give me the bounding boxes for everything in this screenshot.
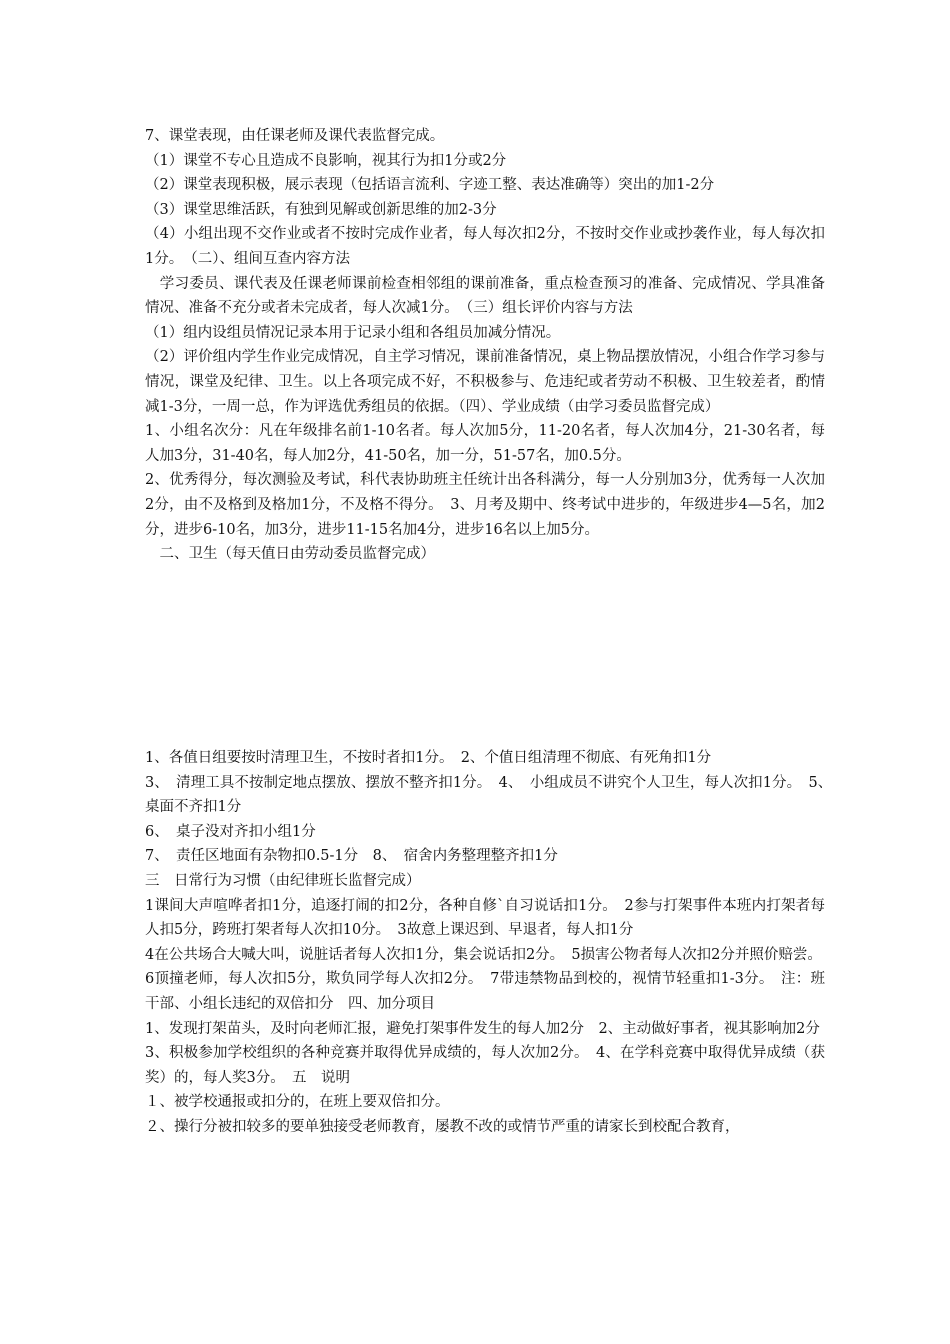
paragraph: （4）小组出现不交作业或者不按时完成作业者，每人每次扣2分，不按时交作业或抄袭作业，每人每次扣1分。 （二）、组间互查内容方法 <box>145 226 825 267</box>
rules-section-top <box>145 124 825 567</box>
paragraph: （3）课堂思维活跃，有独到见解或创新思维的加2-3分 <box>145 201 497 218</box>
paragraph: 3、积极参加学校组织的各种竞赛并取得优异成绩的，每人次加2分。 4、在学科竞赛中取得优异成绩（获奖）的，每人奖3分。 五 说明 <box>145 1045 825 1086</box>
paragraph: 3、 清理工具不按制定地点摆放、摆放不整齐扣1分。 4、 小组成员不讲究个人卫生，每人次扣1分。 5、 桌面不齐扣1分 <box>145 774 840 816</box>
section-heading: 二、卫生（每天值日由劳动委员监督完成） <box>145 546 435 563</box>
paragraph: （1）组内设组员情况记录本用于记录小组和各组员加减分情况。 <box>145 324 561 341</box>
paragraph: 1、小组名次分：凡在年级排名前1-10名者。每人次加5分，11-20名者，每人次加4分，21-30名者，每人加3分，31-40名，每人加2分，41-50名，加一分，51-57名，加0.5分。 <box>145 423 825 464</box>
paragraph: ２、操行分被扣较多的要单独接受老师教育，屡教不改的或情节严重的请家长到校配合教育， <box>145 1118 740 1135</box>
paragraph: 1课间大声喧哗者扣1分，追逐打闹的扣2分，各种自修`自习说话扣1分。 2参与打架事件本班内打架者每人扣5分，跨班打架者每人次扣10分。 3故意上课迟到、早退者，每人扣1分 <box>145 897 825 939</box>
paragraph: 1、发现打架苗头，及时向老师汇报，避免打架事件发生的每人加2分 2、主动做好事者，视其影响加2分 <box>145 1020 820 1037</box>
paragraph: 学习委员、课代表及任课老师课前检查相邻组的课前准备，重点检查预习的准备、完成情况、学具准备情况、准备不充分或者未完成者，每人次减1分。 （三）组长评价内容与方法 <box>145 275 825 317</box>
paragraph: 7、 责任区地面有杂物扣0.5-1分 8、 宿舍内务整理整齐扣1分 <box>145 848 558 865</box>
paragraph: 2、优秀得分，每次测验及考试，科代表协助班主任统计出各科满分，每一人分别加3分，优秀每一人次加2分，由不及格到及格加1分，不及格不得分。 3、月考及期中、终考试中进步的，年级进步4—5名，加2分，进步6-10名，加3分，进步11-15名加4分，进步16名以上加5分。 <box>145 472 825 538</box>
paragraph: （2）评价组内学生作业完成情况，自主学习情况，课前准备情况，桌上物品摆放情况，小组合作学习参与情况，课堂及纪律、卫生。以上各项完成不好，不积极参与、危违纪或者劳动不积极、卫生较差者，酌情减1-3分，一周一总，作为评选优秀组员的依据。（四）、学业成绩（由学习委员监督完成） <box>145 349 825 415</box>
paragraph: 7、课堂表现，由任课老师及课代表监督完成。 <box>145 128 445 144</box>
section-heading: 三 日常行为习惯（由纪律班长监督完成） <box>145 872 421 889</box>
paragraph: 6、 桌子没对齐扣小组1分 <box>145 823 316 840</box>
paragraph: １、被学校通报或扣分的，在班上要双倍扣分。 <box>145 1094 450 1111</box>
rules-section-bottom <box>145 746 840 1140</box>
paragraph: （1）课堂不专心且造成不良影响，视其行为扣1分或2分 <box>145 152 507 169</box>
paragraph: 1、各值日组要按时清理卫生，不按时者扣1分。 2、个值日组清理不彻底、有死角扣1分 <box>145 750 712 766</box>
paragraph: 4在公共场合大喊大叫，说脏话者每人次扣1分，集会说话扣2分。 5损害公物者每人次扣2分并照价赔尝。 <box>145 946 822 963</box>
paragraph: （2）课堂表现积极，展示表现（包括语言流利、字迹工整、表达准确等）突出的加1-2分 <box>145 177 715 194</box>
paragraph: 6顶撞老师，每人次扣5分，欺负同学每人次扣2分。 7带违禁物品到校的，视情节轻重扣1-3分。 注：班干部、小组长违纪的双倍扣分 四、加分项目 <box>145 971 825 1012</box>
